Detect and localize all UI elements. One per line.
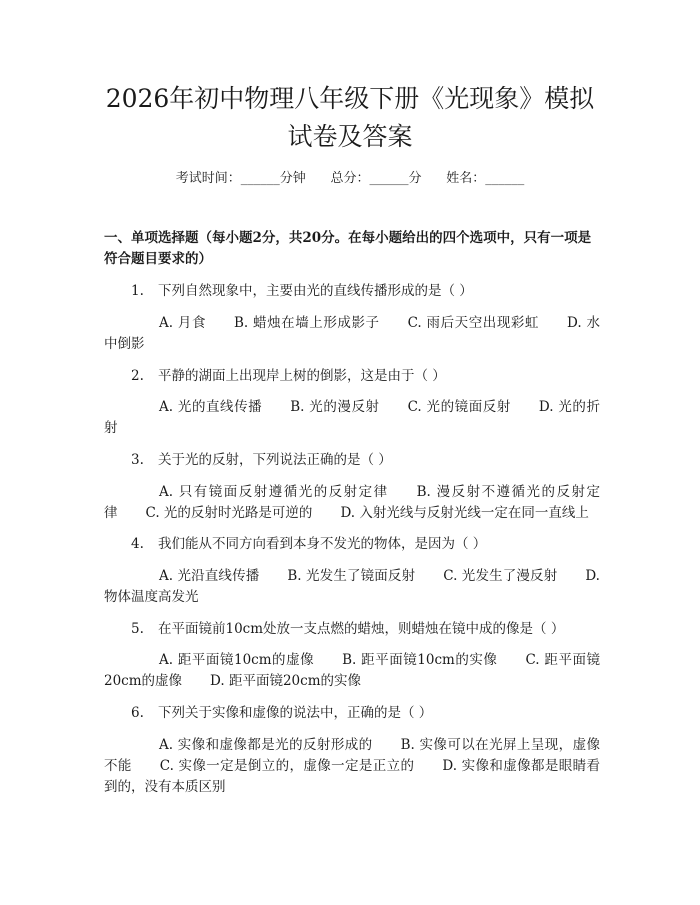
option-c: C. 光的反射时光路是可逆的 [145, 505, 313, 521]
option-d: D. 入射光线与反射光线一定在同一直线上 [340, 505, 589, 521]
option-b: B. 漫反射不遵循光的反射定律 [104, 484, 600, 521]
option-b: B. 光发生了镜面反射 [287, 568, 416, 584]
option-d: D. 距平面镜20cm的实像 [210, 673, 362, 689]
option-a: A. 实像和虚像都是光的反射形成的 [159, 737, 373, 753]
option-d: D. 光的折射 [104, 399, 600, 436]
question-text: 我们能从不同方向看到本身不发光的物体，是因为（ ） [158, 536, 487, 552]
option-a: A. 月食 [159, 315, 206, 331]
option-a: A. 光沿直线传播 [159, 568, 260, 584]
question-1-options [104, 313, 600, 355]
option-a: A. 光的直线传播 [159, 399, 263, 415]
question-text: 下列关于实像和虚像的说法中，正确的是（ ） [158, 705, 433, 721]
question-6-options [104, 735, 600, 798]
option-a: A. 距平面镜10cm的虚像 [159, 652, 315, 668]
question-5-options [104, 650, 600, 692]
option-b: B. 光的漫反射 [290, 399, 380, 415]
option-b: B. 蜡烛在墙上形成影子 [234, 315, 380, 331]
option-c: C. 光的镜面反射 [407, 399, 511, 415]
question-2-options [104, 397, 600, 439]
question-number: 1. [131, 283, 144, 299]
question-3-options [104, 482, 600, 524]
question-number: 5. [131, 621, 144, 637]
exam-meta-line: 考试时间：______分钟 总分：______分 姓名：______ [175, 171, 525, 186]
section-heading-single-choice: 一、单项选择题（每小题2分，共20分。在每小题给出的四个选项中，只有一项是符合题目要求的） [104, 230, 592, 267]
question-text: 在平面镜前10cm处放一支点燃的蜡烛，则蜡烛在镜中成的像是（ ） [158, 621, 565, 637]
option-a: A. 只有镜面反射遵循光的反射定律 [159, 484, 389, 500]
question-1-stem [131, 281, 601, 301]
exam-title-line1: 2026年初中物理八年级下册《光现象》模拟 [105, 84, 595, 113]
question-text: 关于光的反射，下列说法正确的是（ ） [158, 452, 392, 468]
question-number: 3. [131, 452, 144, 468]
question-6-stem [131, 703, 601, 723]
option-d: D. 水中倒影 [104, 315, 600, 352]
question-4-options [104, 566, 600, 608]
option-c: C. 距平面镜20cm的虚像 [104, 652, 601, 689]
option-b: B. 实像可以在光屏上呈现，虚像不能 [104, 737, 600, 774]
option-b: B. 距平面镜10cm的实像 [342, 652, 498, 668]
question-5-stem [131, 619, 601, 639]
question-4-stem [131, 534, 601, 554]
exam-title [60, 80, 640, 156]
question-number: 6. [131, 705, 144, 721]
question-text: 下列自然现象中，主要由光的直线传播形成的是（ ） [158, 283, 473, 299]
option-c: C. 光发生了漫反射 [443, 568, 558, 584]
question-number: 4. [131, 536, 144, 552]
option-d: D. 物体温度高发光 [104, 568, 600, 605]
question-3-stem [131, 450, 601, 470]
question-2-stem [131, 366, 601, 386]
option-c: C. 雨后天空出现彩虹 [407, 315, 539, 331]
option-c: C. 实像一定是倒立的，虚像一定是正立的 [159, 758, 415, 774]
option-d: D. 实像和虚像都是眼睛看到的，没有本质区别 [104, 758, 600, 795]
question-number: 2. [131, 368, 144, 384]
exam-title-line2: 试卷及答案 [287, 122, 413, 151]
question-text: 平静的湖面上出现岸上树的倒影，这是由于（ ） [158, 368, 446, 384]
